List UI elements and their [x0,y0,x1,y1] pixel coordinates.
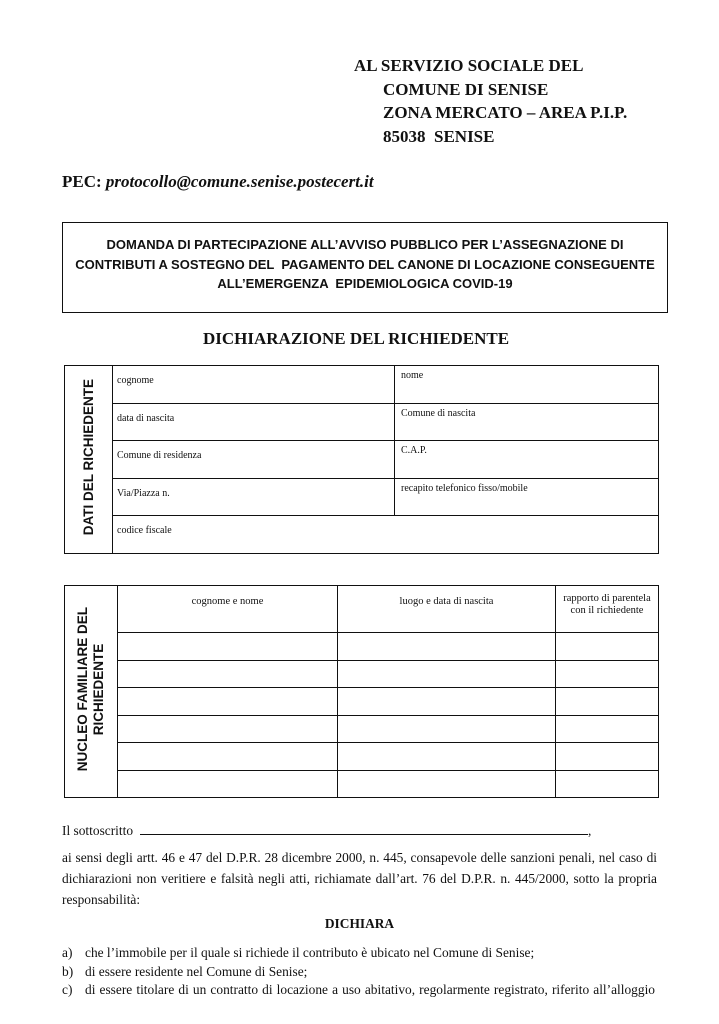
subject-box [62,222,668,313]
list-item-text: di essere titolare di un contratto di locazione a uso abitativo, regolarmente registrato, riferito all’alloggio [85,982,655,997]
paragraph-line: responsabilità: [62,892,141,907]
household-cell [556,743,659,771]
residence-municipality-label: Comune di residenza [117,450,202,462]
pec-address: protocollo@comune.senise.postecert.it [105,172,374,191]
household-cell [338,770,556,798]
household-cell [338,715,556,743]
household-cell [556,715,659,743]
street-field [113,478,395,516]
household-side-label-line: NUCLEO FAMILIARE DEL [75,606,90,772]
name-label: nome [401,370,424,381]
column-header-relation-line: rapporto di parentela [563,593,651,604]
subject-line: DOMANDA DI PARTECIPAZIONE ALL’AVVISO PUBBLICO PER L’ASSEGNAZIONE DI [106,237,624,252]
list-marker: c) [62,982,73,997]
declaration-paragraph [62,847,657,910]
postal-code-field [395,441,659,479]
name-field [395,366,659,404]
paragraph-line: ai sensi degli artt. 46 e 47 del D.P.R. 28 dicembre 2000, n. 445, consapevole delle sanzioni penali, nel caso di [62,850,657,865]
postal-code-label: C.A.P. [401,445,427,457]
applicant-side-label-cell [65,366,113,554]
phone-field [395,478,659,516]
household-cell [556,770,659,798]
column-header-relation [556,586,659,633]
paragraph-line: dichiarazioni non veritiere e falsità negli atti, richiamate dall’art. 76 del D.P.R. n. 445/2000, sotto la propria [62,871,657,886]
tax-code-label: codice fiscale [117,525,172,537]
recipient-line: AL SERVIZIO SOCIALE DEL [354,56,584,75]
household-side-label-line: RICHIEDENTE [91,643,106,735]
list-item-text: che l’immobile per il quale si richiede il contributo è ubicato nel Comune di Senise; [85,945,535,960]
applicant-table [64,365,659,554]
household-row [65,688,659,716]
household-cell [118,715,338,743]
applicant-row [65,478,659,516]
subject-line: ALL’EMERGENZA EPIDEMIOLOGICA COVID-19 [217,276,513,291]
list-item [62,944,655,963]
household-table [64,585,659,798]
column-header-name [118,586,338,633]
section-title: DICHIARAZIONE DEL RICHIEDENTE [203,329,510,348]
signer-line [62,822,591,839]
household-row [65,743,659,771]
household-cell [118,633,338,661]
signer-name-blank [140,822,588,835]
recipient-address [354,54,627,148]
household-cell [338,688,556,716]
household-side-label [75,607,107,771]
list-marker: a) [62,945,73,960]
column-header-relation-line: con il richiedente [570,604,644,616]
birth-municipality-label: Comune di nascita [401,407,476,419]
recipient-line: COMUNE DI SENISE [383,79,549,99]
household-cell [118,770,338,798]
list-item-text: di essere residente nel Comune di Senise; [85,963,308,979]
applicant-row [65,441,659,479]
household-header-row [65,586,659,633]
household-cell [338,660,556,688]
applicant-row [65,516,659,554]
signer-suffix: , [588,823,592,838]
recipient-line: 85038 SENISE [383,126,495,146]
birth-date-label: data di nascita [117,412,175,424]
list-item [62,981,655,1000]
household-cell [338,743,556,771]
birth-municipality-field [395,403,659,441]
applicant-side-label: DATI DEL RICHIEDENTE [80,378,96,536]
pec-label: PEC: [62,172,102,191]
recipient-line: ZONA MERCATO – AREA P.I.P. [383,103,628,122]
household-row [65,660,659,688]
surname-label: cognome [117,375,154,386]
household-side-label-cell [65,586,118,798]
signer-label: Il sottoscritto [62,823,134,838]
household-cell [556,633,659,661]
household-row [65,633,659,661]
pec-line [62,171,374,192]
declaration-heading: DICHIARA [324,916,395,931]
birth-date-field [113,403,395,441]
declaration-list [62,944,655,1000]
list-marker: b) [62,963,74,979]
phone-label: recapito telefonico fisso/mobile [401,482,528,494]
household-cell [556,688,659,716]
subject-line: CONTRIBUTI A SOSTEGNO DEL PAGAMENTO DEL CANONE DI LOCAZIONE CONSEGUENTE [75,256,655,272]
household-row [65,715,659,743]
applicant-row [65,403,659,441]
residence-municipality-field [113,441,395,479]
household-cell [118,660,338,688]
surname-field [113,366,395,404]
applicant-row [65,366,659,404]
list-item [62,963,655,982]
column-header-birth-label: luogo e data di nascita [399,596,494,607]
column-header-birth [338,586,556,633]
column-header-relation-label [556,586,658,616]
tax-code-field [113,516,659,554]
household-row [65,770,659,798]
household-cell [556,660,659,688]
street-label: Via/Piazza n. [117,487,170,499]
household-cell [118,688,338,716]
column-header-name-label: cognome e nome [191,596,264,607]
household-cell [338,633,556,661]
household-cell [118,743,338,771]
